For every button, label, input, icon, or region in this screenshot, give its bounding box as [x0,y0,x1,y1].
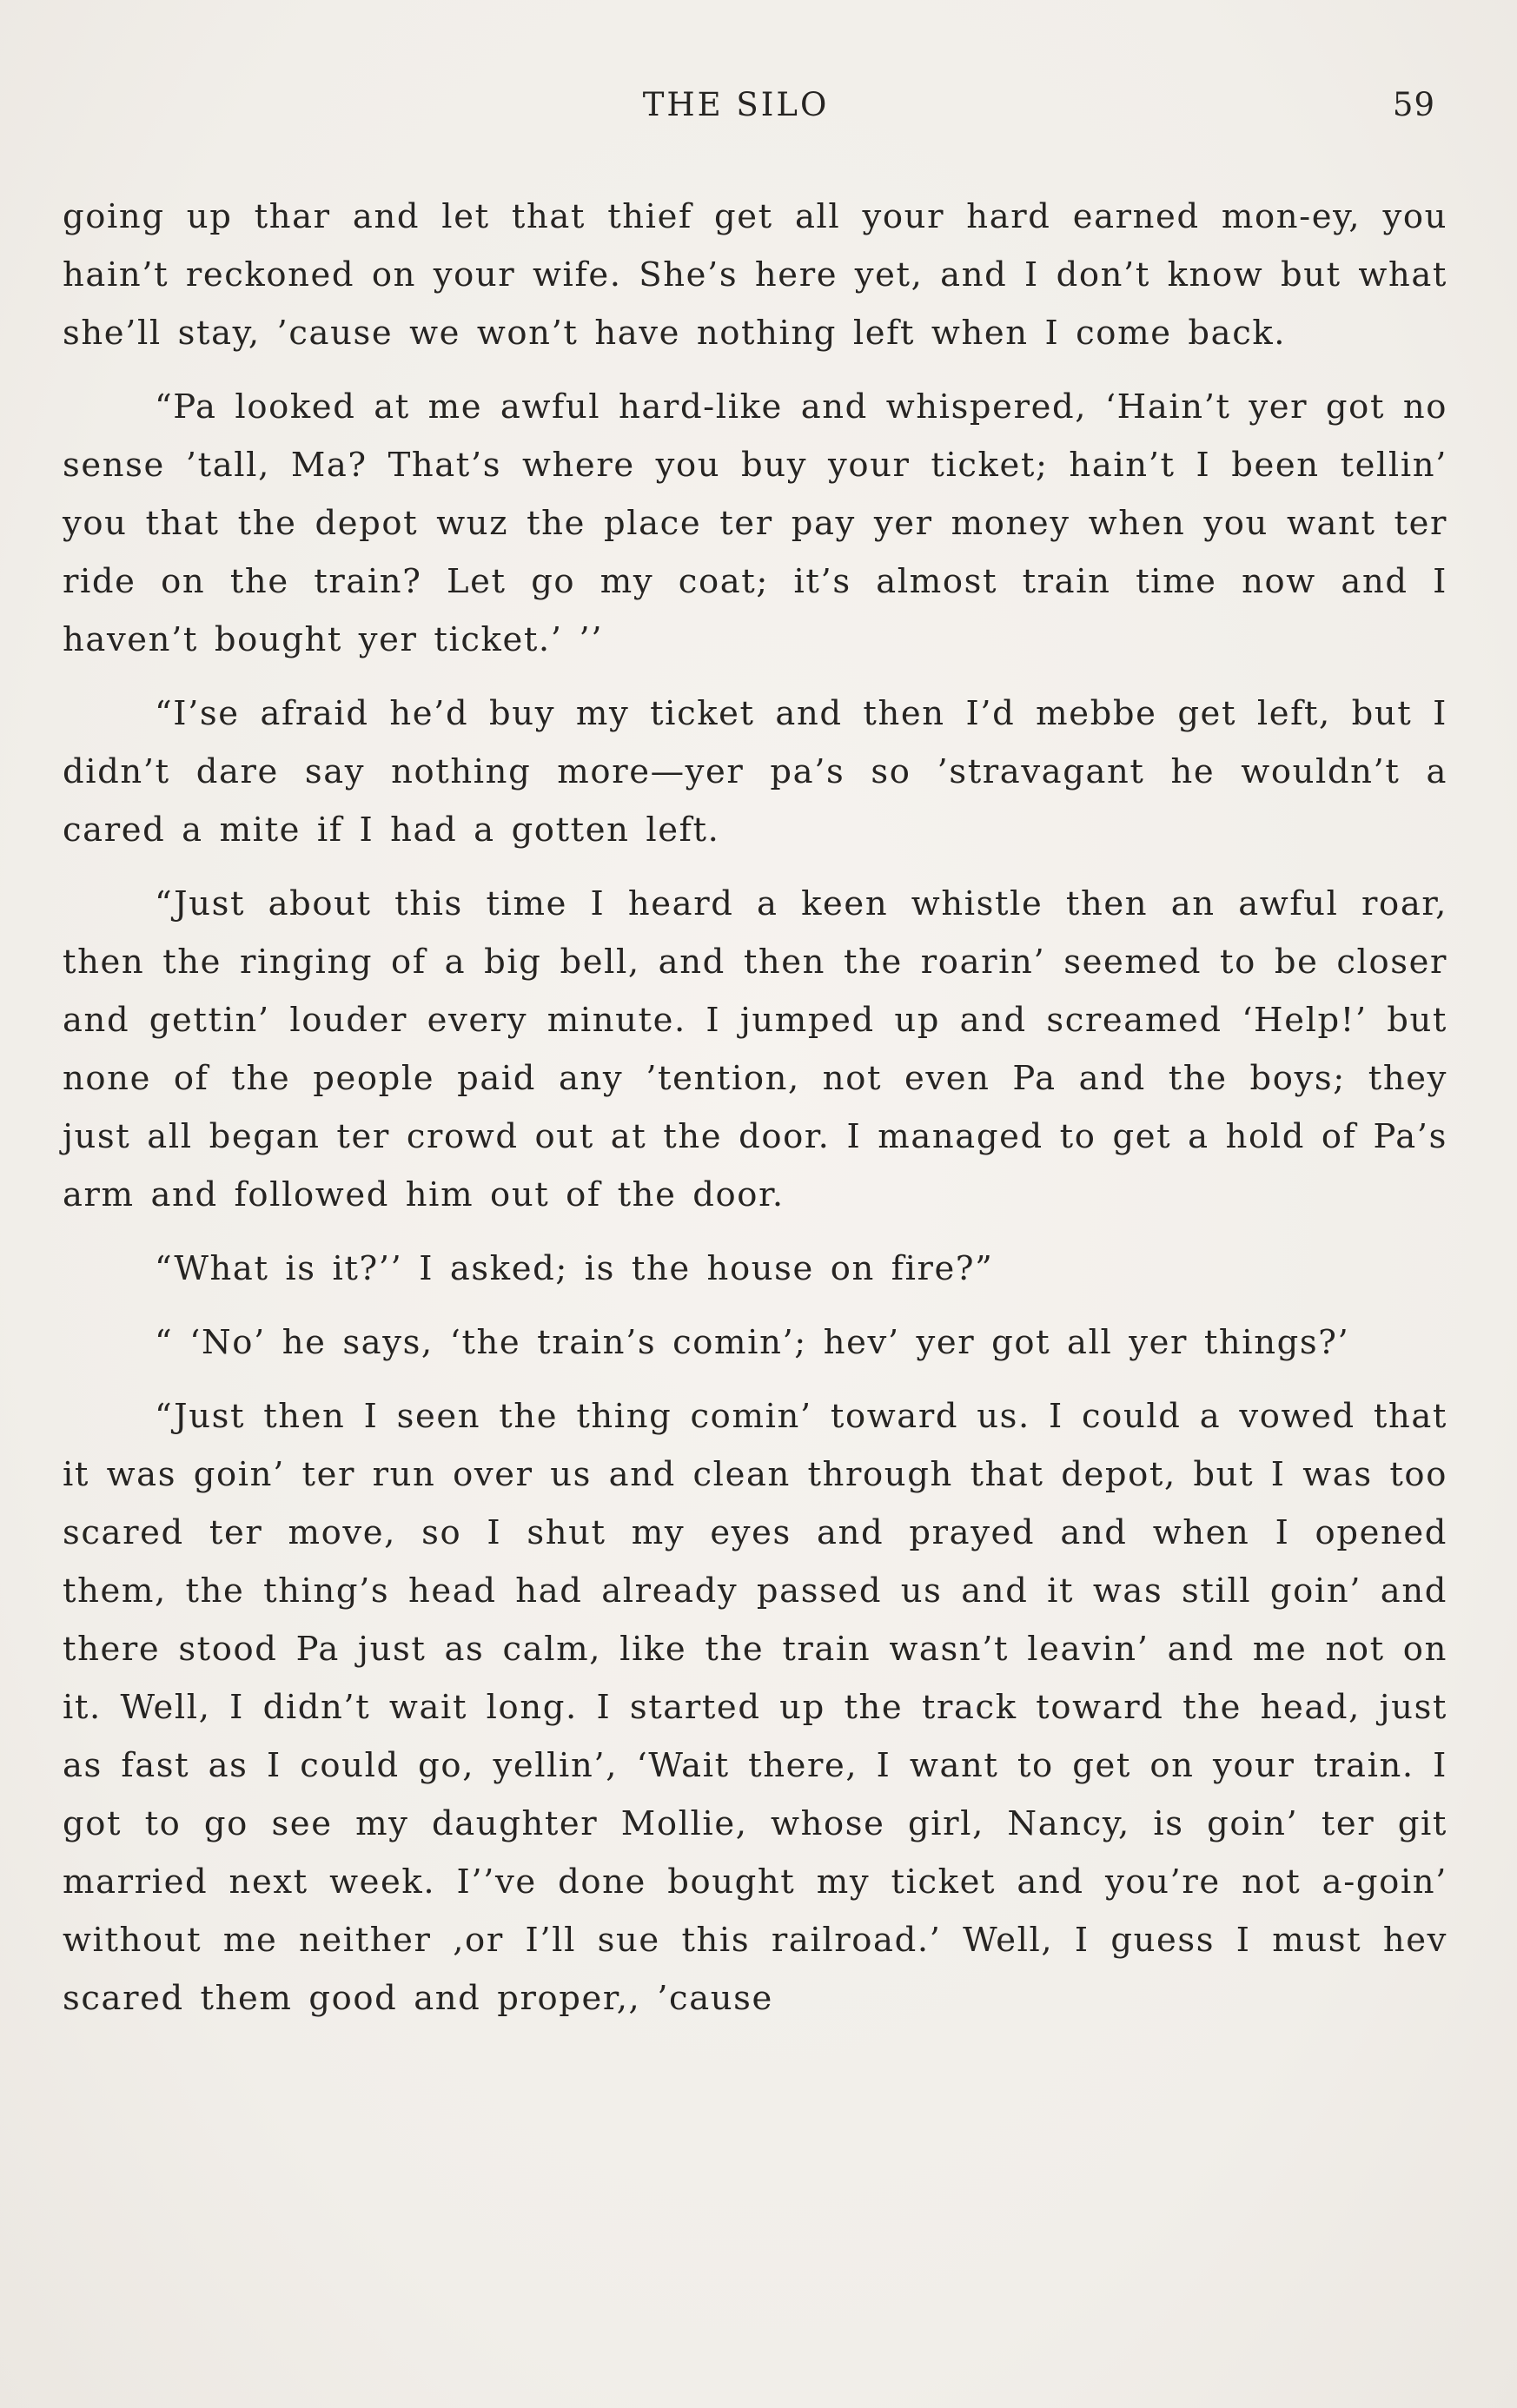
paragraph-3: “I’se afraid he’d buy my ticket and then I’d mebbe get left, but I didn’t dare say nothing more—yer pa’s so ’stravagant he wouldn’t a cared a mite if I had a gotten left. [63,694,1447,850]
paragraph-6: “ ‘No’ he says, ‘the train’s comin’; hev’ yer got all yer things?’ [155,1323,1350,1362]
paragraph-2: “Pa looked at me awful hard-like and whispered, ‘Hain’t yer got no sense ’tall, Ma? That’s where you buy your ticket; hain’t I been tellin’ you that the depot wuz the place ter pay yer money when you want ter ride on the train? Let go my coat; it’s almost train time now and I haven’t bought yer ticket.’ ’’ [63,387,1447,659]
running-head-title: THE SILO [642,86,830,123]
paragraph-7: “Just then I seen the thing comin’ toward us. I could a vowed that it was goin’ ter run over us and clean through that depot, but I was too scared ter move, so I shut my eyes and prayed and when I opened them, the thing’s head had already passed us and it was still goin’ and there stood Pa just as calm, like the train wasn’t leavin’ and me not on it. Well, I didn’t wait long. I started up the track toward the head, just as fast as I could go, yellin’, ‘Wait there, I want to get on your train. I got to go see my daughter Mollie, whose girl, Nancy, is goin’ ter git married next week. I’’ve done bought my ticket and you’re not a-goin’ without me neither ,or I’ll sue this railroad.’ Well, I guess I must hev scared them good and proper,, ’cause [63,1397,1447,2018]
paragraph-4: “Just about this time I heard a keen whistle then an awful roar, then the ringing of a big bell, and then the roarin’ seemed to be closer and gettin’ louder every minute. I jumped up and screamed ‘Help!’ but none of the people paid any ’tention, not even Pa and the boys; they just all began ter crowd out at the door. I managed to get a hold of Pa’s arm and followed him out of the door. [63,884,1447,1214]
paragraph-1: going up thar and let that thief get all your hard earned mon-ey, you hain’t reckoned on your wife. She’s here yet, and I don’t know but what she’ll stay, ’cause we won’t have nothing left when I come back. [63,197,1447,353]
paragraph-5: “What is it?’’ I asked; is the house on fire?” [155,1249,994,1288]
running-header [0,83,1517,127]
page-number: 59 [1392,86,1435,123]
body-text [63,188,1447,2043]
